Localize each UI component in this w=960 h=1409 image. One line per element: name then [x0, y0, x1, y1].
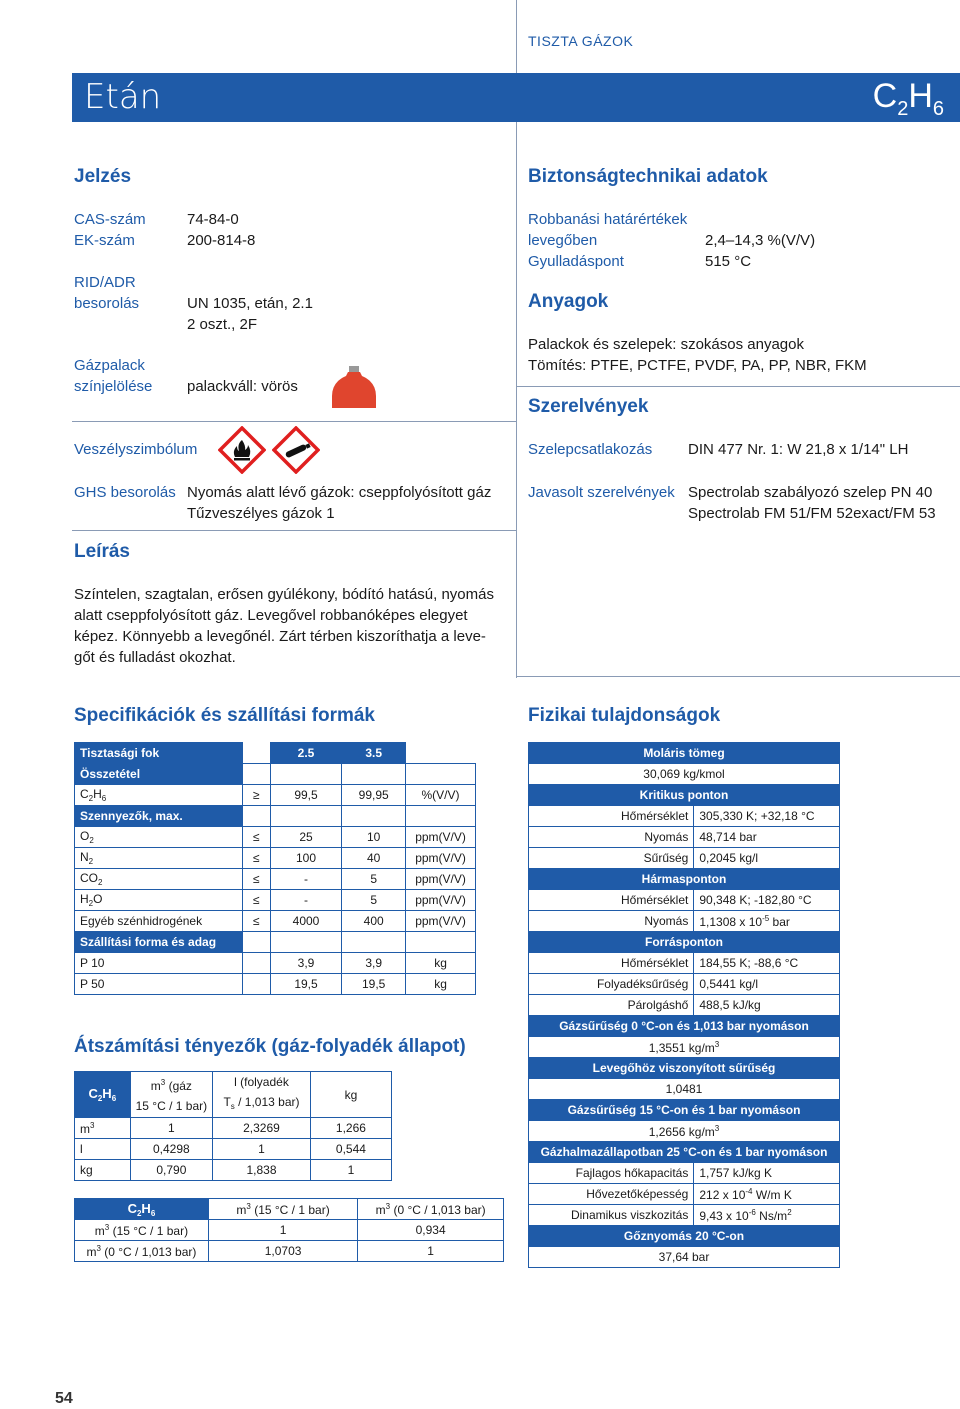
table-row: Összetétel: [75, 764, 476, 785]
table-row: Egyéb szénhidrogének ≤ 4000 400 ppm(V/V): [75, 911, 476, 932]
table-row: $O_2$ ≤ 25 10 ppm(V/V): [75, 827, 476, 848]
table-row: Sűrűség 0,2045 kg/l: [529, 848, 840, 869]
javasolt-label: Javasolt szerelvények: [528, 484, 675, 501]
page-title: Etán: [84, 77, 162, 117]
chemical-formula: $C_2H_6$: [872, 77, 944, 120]
spec-heading: Specifikációk és szállítási formák: [74, 705, 375, 726]
table-row: Hővezetőképesség 212 x $10^{-4}$ W/m K: [529, 1184, 840, 1205]
table-row: Tisztasági fok 2.5 3.5: [75, 743, 476, 764]
divider-anyagok: [516, 386, 960, 387]
table-row: $H_2O$ ≤ - 5 ppm(V/V): [75, 890, 476, 911]
table-row: Nyomás 1,1308 x $10^{-5}$ bar: [529, 911, 840, 932]
gazpalack-value: palackváll: vörös: [187, 378, 298, 395]
atszamitas-heading: Átszámítási tényezők (gáz-folyadék állapot): [74, 1036, 466, 1057]
robbanasi-value: 2,4–14,3 %(V/V): [705, 232, 816, 249]
szelep-value: DIN 477 Nr. 1: W 21,8 x 1/14" LH: [688, 441, 909, 458]
rid-value-1: UN 1035, etán, 2.1: [187, 295, 313, 312]
divider-bottom-right: [516, 676, 960, 677]
szerelvenyek-heading: Szerelvények: [528, 396, 649, 417]
title-banner: [72, 73, 960, 122]
gazpalack-label-2: színjelölése: [74, 378, 153, 395]
table-row: P 50 19,5 19,5 kg: [75, 974, 476, 995]
table-row: Gázhalmazállapotban 25 °C-on és 1 bar nyomáson: [529, 1142, 840, 1163]
table-row: $C_2H_6$ $m^3$ (15 °C / 1 bar) $m^3$ (0 °C / 1,013 bar): [75, 1199, 504, 1220]
gyulladas-label: Gyulladáspont: [528, 253, 624, 270]
leiras-heading: Leírás: [74, 541, 130, 562]
rid-label-1: RID/ADR: [74, 274, 136, 291]
anyag-line-1: Palackok és szelepek: szokásos anyagok: [528, 336, 804, 353]
divider-jelzes: [72, 421, 516, 422]
anyag-line-2: Tömítés: PTFE, PCTFE, PVDF, PA, PP, NBR, FKM: [528, 357, 867, 374]
gas-cylinder-hazard-icon: [272, 426, 320, 474]
cas-label: CAS-szám: [74, 211, 146, 228]
table-row: Kritikus ponton: [529, 785, 840, 806]
jelzes-heading: Jelzés: [74, 166, 132, 187]
physical-properties-table: [528, 742, 840, 1268]
table-row: Nyomás 48,714 bar: [529, 827, 840, 848]
rid-value-2: 2 oszt., 2F: [187, 316, 258, 333]
table-row: Hármasponton: [529, 869, 840, 890]
table-row: Hőmérséklet 90,348 K; -182,80 °C: [529, 890, 840, 911]
gazpalack-label-1: Gázpalack: [74, 357, 145, 374]
table-row: P 10 3,9 3,9 kg: [75, 953, 476, 974]
leiras-line-3: képez. Könnyebb a levegőnél. Zárt térben kiszoríthatja a leve-: [74, 628, 486, 645]
header-divider: [516, 0, 517, 73]
table-row: $C_2H_6$ ≥ 99,5 99,95 %(V/V): [75, 785, 476, 806]
spec-table: [74, 742, 476, 995]
table-row: $m^3$ (15 °C / 1 bar) 1 0,934: [75, 1220, 504, 1241]
table-row: 1,2656 $kg/m^3$: [529, 1121, 840, 1142]
ek-value: 200-814-8: [187, 232, 256, 249]
ghs-value-1: Nyomás alatt lévő gázok: cseppfolyósított gáz: [187, 484, 492, 501]
divider-leiras: [72, 530, 516, 531]
robbanasi-label-1: Robbanási határértékek: [528, 211, 688, 228]
leiras-line-1: Színtelen, szagtalan, erősen gyúlékony, bódító hatású, nyomás: [74, 586, 494, 603]
table-row: Gőznyomás 20 °C-on: [529, 1226, 840, 1247]
leiras-line-2: alatt cseppfolyósított gáz. Levegővel robbanóképes elegyet: [74, 607, 468, 624]
table-row: 1,3551 $kg/m^3$: [529, 1037, 840, 1058]
veszely-label: Veszélyszimbólum: [74, 441, 198, 458]
page-number: 54: [55, 1390, 73, 1407]
table-row: $C_2H_6$ $m^3$ (gáz 15 °C / 1 bar) l (folyadék $T_s / 1,013$ bar) kg: [75, 1072, 392, 1118]
ghs-label: GHS besorolás: [74, 484, 176, 501]
cylinder-shoulder-icon: [330, 366, 378, 408]
column-divider: [516, 122, 517, 678]
gyulladas-value: 515 °C: [705, 253, 752, 270]
table-row: Forrásponton: [529, 932, 840, 953]
category-label: TISZTA GÁZOK: [528, 33, 634, 49]
table-row: $N_2$ ≤ 100 40 ppm(V/V): [75, 848, 476, 869]
table-row: 37,64 bar: [529, 1247, 840, 1268]
table-row: kg 0,790 1,838 1: [75, 1160, 392, 1181]
table-row: Dinamikus viszkozitás 9,43 x $10^{-6}$ $Ns/m^2$: [529, 1205, 840, 1226]
javasolt-value-1: Spectrolab szabályozó szelep PN 40: [688, 484, 933, 501]
table-row: Hőmérséklet 305,330 K; +32,18 °C: [529, 806, 840, 827]
table-row: Moláris tömeg: [529, 743, 840, 764]
table-row: 1,0481: [529, 1079, 840, 1100]
table-row: Levegőhöz viszonyított sűrűség: [529, 1058, 840, 1079]
table-row: Fajlagos hőkapacitás 1,757 kJ/kg K: [529, 1163, 840, 1184]
table-row: Párolgáshő 488,5 kJ/kg: [529, 995, 840, 1016]
cas-value: 74-84-0: [187, 211, 239, 228]
javasolt-value-2: Spectrolab FM 51/FM 52exact/FM 53: [688, 505, 936, 522]
table-row: Gázsűrűség 15 °C-on és 1 bar nyomáson: [529, 1100, 840, 1121]
rid-label-2: besorolás: [74, 295, 140, 312]
ghs-value-2: Tűzveszélyes gázok 1: [187, 505, 335, 522]
table-row: $CO_2$ ≤ - 5 ppm(V/V): [75, 869, 476, 890]
table-row: Gázsűrűség 0 °C-on és 1,013 bar nyomáson: [529, 1016, 840, 1037]
table-row: Folyadéksűrűség 0,5441 kg/l: [529, 974, 840, 995]
table-row: Szállítási forma és adag: [75, 932, 476, 953]
ek-label: EK-szám: [74, 232, 135, 249]
conversion-table-2: [74, 1198, 504, 1262]
conversion-table-1: [74, 1071, 392, 1181]
leiras-line-4: gőt és fulladást okozhat.: [74, 649, 236, 666]
robbanasi-label-2: levegőben: [528, 232, 598, 249]
table-row: $m^3$ (0 °C / 1,013 bar) 1,0703 1: [75, 1241, 504, 1262]
biztonsag-heading: Biztonságtechnikai adatok: [528, 166, 768, 187]
table-row: $m^3$ 1 2,3269 1,266: [75, 1118, 392, 1139]
table-row: Szennyezők, max.: [75, 806, 476, 827]
table-row: l 0,4298 1 0,544: [75, 1139, 392, 1160]
flame-hazard-icon: [218, 426, 266, 474]
table-row: Hőmérséklet 184,55 K; -88,6 °C: [529, 953, 840, 974]
szelep-label: Szelepcsatlakozás: [528, 441, 653, 458]
table-row: 30,069 kg/kmol: [529, 764, 840, 785]
anyagok-heading: Anyagok: [528, 291, 609, 312]
fizikai-heading: Fizikai tulajdonságok: [528, 705, 721, 726]
